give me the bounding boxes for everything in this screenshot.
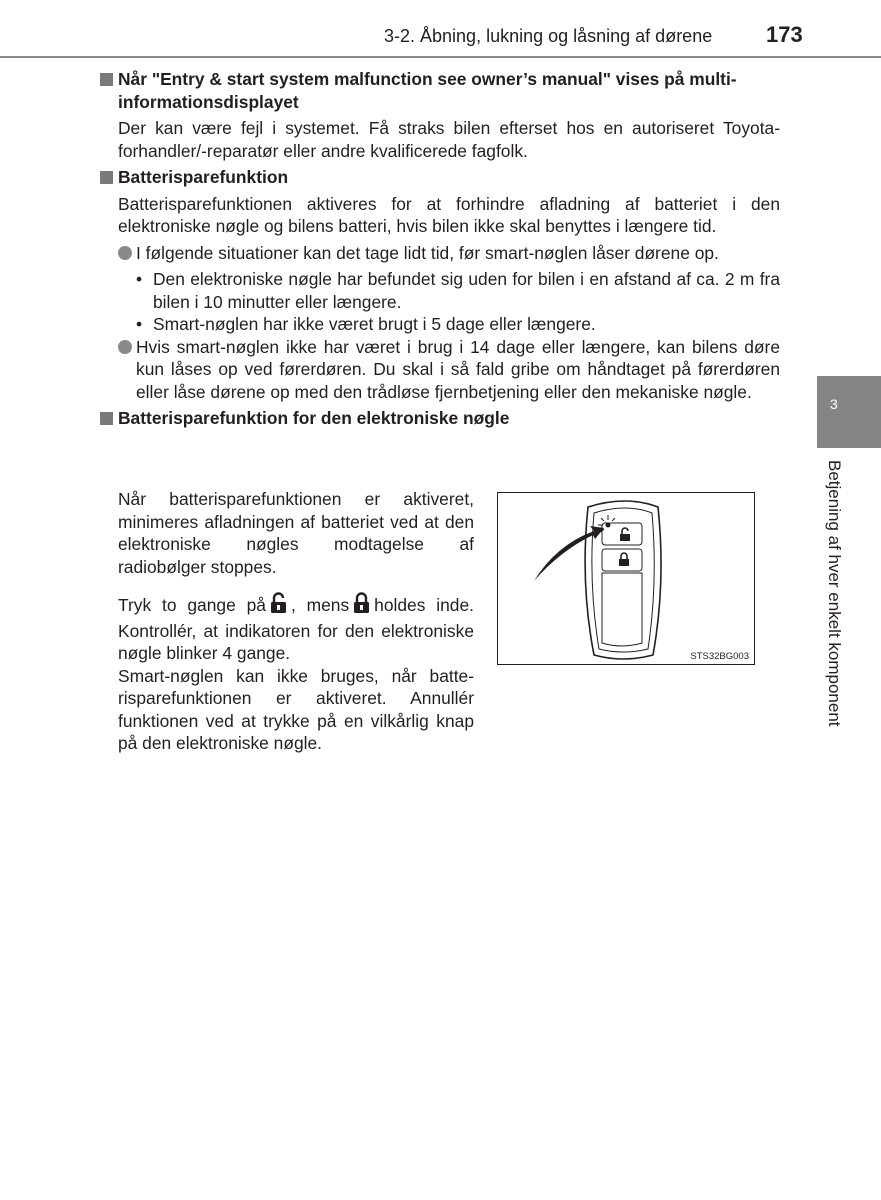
section-heading: Når "Entry & start system malfunction see owner’s manual" vises på multi-informationsdisplayet (100, 68, 780, 113)
circle-bullet-icon (118, 246, 132, 260)
unlock-icon (270, 592, 287, 620)
smart-key-drawing (498, 493, 754, 664)
section-body: Batterisparefunktionen aktiveres for at forhindre afladning af batteriet i den elektroniske nøgle og bilens batteri, hvis bilen ikke skal benyttes i længere tid. (118, 193, 780, 236)
chapter-tab (817, 376, 881, 448)
chapter-title: Betjening af hver enkelt komponent (825, 460, 844, 727)
sub-list-item: • Den elektroniske nøgle har befundet sig uden for bilen i en afstand af ca. 2 m fra bilen i 10 minutter eller længere. (136, 269, 780, 312)
paragraph: Smart-nøglen kan ikke bruges, når batte-risparefunktionen er aktiveret. Annullér funktionen ved at trykke på en vilkårlig knap på den elektroniske nøgle. (118, 665, 474, 753)
square-marker-icon (100, 73, 113, 86)
list-item: I følgende situationer kan det tage lidt tid, før smart-nøglen låser dørene op. (100, 242, 780, 265)
sub-list-item: • Smart-nøglen har ikke været brugt i 5 dage eller længere. (136, 314, 596, 334)
section-title: 3-2. Åbning, lukning og låsning af dørene (384, 26, 713, 46)
section-body: Der kan være fejl i systemet. Få straks bilen efterset hos en autoriseret Toyota-forhandler/-reparatør eller andre kvalificerede fagfolk. (118, 118, 780, 161)
section-heading: Batterisparefunktion for den elektroniske nøgle (100, 407, 780, 430)
figure-code: STS32BG003 (690, 651, 749, 662)
circle-bullet-icon (118, 340, 132, 354)
paragraph: Når batterisparefunktionen er aktiveret, minimeres afladningen af batteriet ved at den elektroniske nøgles modtagelse af radiobølger stoppes. (118, 489, 474, 577)
page-content (100, 68, 780, 430)
bullet-icon: • (136, 314, 143, 334)
header-rule (0, 56, 881, 58)
chapter-number: 3 (830, 396, 838, 412)
square-marker-icon (100, 171, 113, 184)
square-marker-icon (100, 412, 113, 425)
section-heading: Batterisparefunktion (100, 166, 780, 189)
paragraph: Tryk to gange på , mens holdes inde. Kontrollér, at indikatoren for den elektroniske nøgle blinker 4 gange. (118, 592, 474, 665)
lock-icon (353, 592, 370, 620)
key-illustration (497, 492, 755, 665)
page-number: 173 (766, 22, 803, 47)
bullet-icon: • (136, 269, 143, 289)
list-item: Hvis smart-nøglen ikke har været i brug i 14 dage eller længere, kan bilens døre kun låses op ved førerdøren. Du skal i så fald gribe om håndtaget på førerdøren eller låse dørene op med den trådløse fjernbetjening eller den mekaniske nøgle. (100, 336, 780, 404)
battery-save-text (118, 488, 474, 755)
